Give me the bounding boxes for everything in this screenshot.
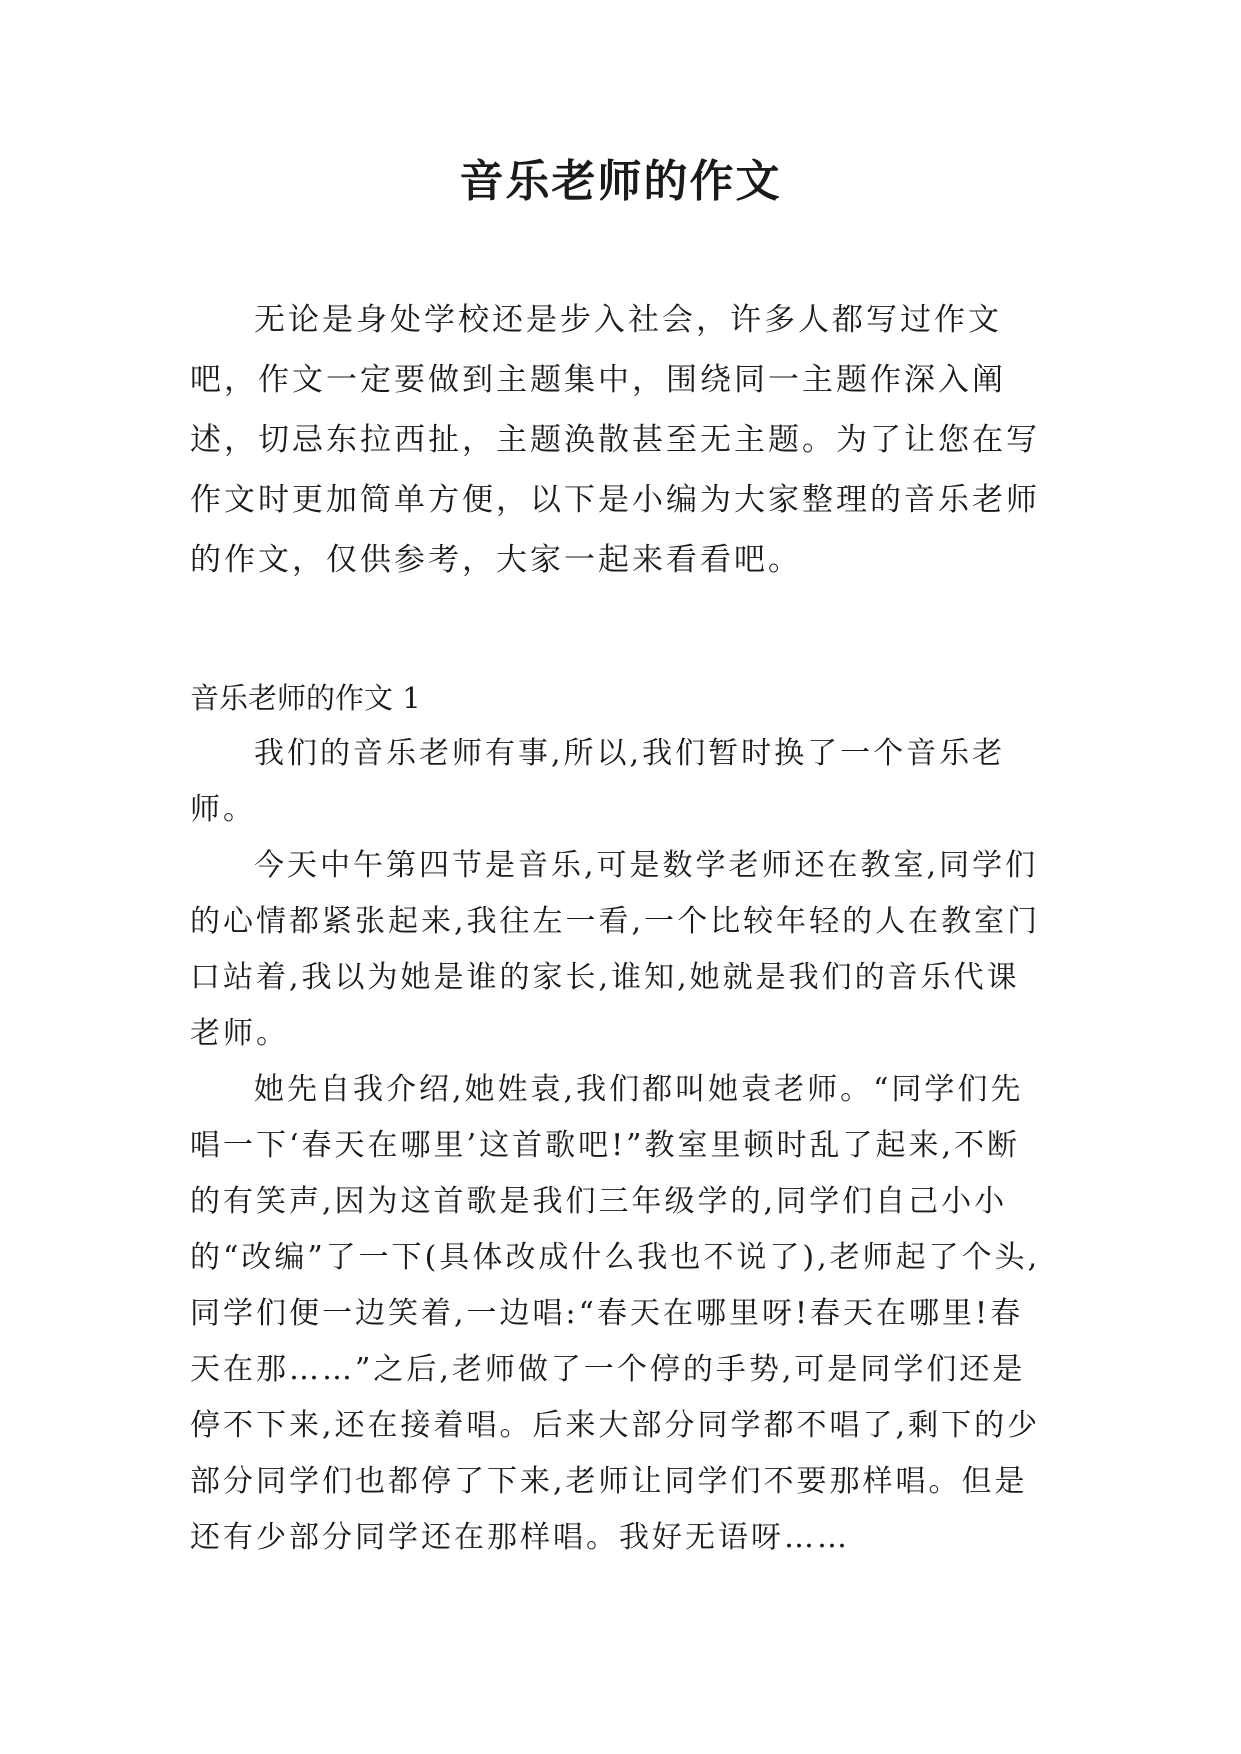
body-paragraph-3: 她先自我介绍,她姓袁,我们都叫她袁老师。“同学们先唱一下‘春天在哪里’这首歌吧!”教室里顿时乱了起来,不断的有笑声,因为这首歌是我们三年级学的,同学们自己小小的“改编”了一下(具体改成什么我也不说了),老师起了个头,同学们便一边笑着,一边唱:“春天在哪里呀!春天在哪里!春天在那……”之后,老师做了一个停的手势,可是同学们还是停不下来,还在接着唱。后来大部分同学都不唱了,剩下的少部分同学们也都停了下来,老师让同学们不要那样唱。但是还有少部分同学还在那样唱。我好无语呀…… — [190, 1072, 1041, 1555]
document-body — [190, 290, 1050, 1566]
body-paragraph-1: 我们的音乐老师有事,所以,我们暂时换了一个音乐老师。 — [190, 736, 1006, 827]
intro-paragraph: 无论是身处学校还是步入社会，许多人都写过作文吧，作文一定要做到主题集中，围绕同一主题作深入阐述，切忌东拉西扯，主题涣散甚至无主题。为了让您在写作文时更加简单方便，以下是小编为大家整理的音乐老师的作文，仅供参考，大家一起来看看吧。 — [190, 302, 1040, 578]
body-paragraph-2: 今天中午第四节是音乐,可是数学老师还在教室,同学们的心情都紧张起来,我往左一看,一个比较年轻的人在教室门口站着,我以为她是谁的家长,谁知,她就是我们的音乐代课老师。 — [190, 848, 1041, 1051]
document-title: 音乐老师的作文 — [459, 156, 782, 207]
section-heading: 音乐老师的作文 1 — [190, 681, 421, 715]
